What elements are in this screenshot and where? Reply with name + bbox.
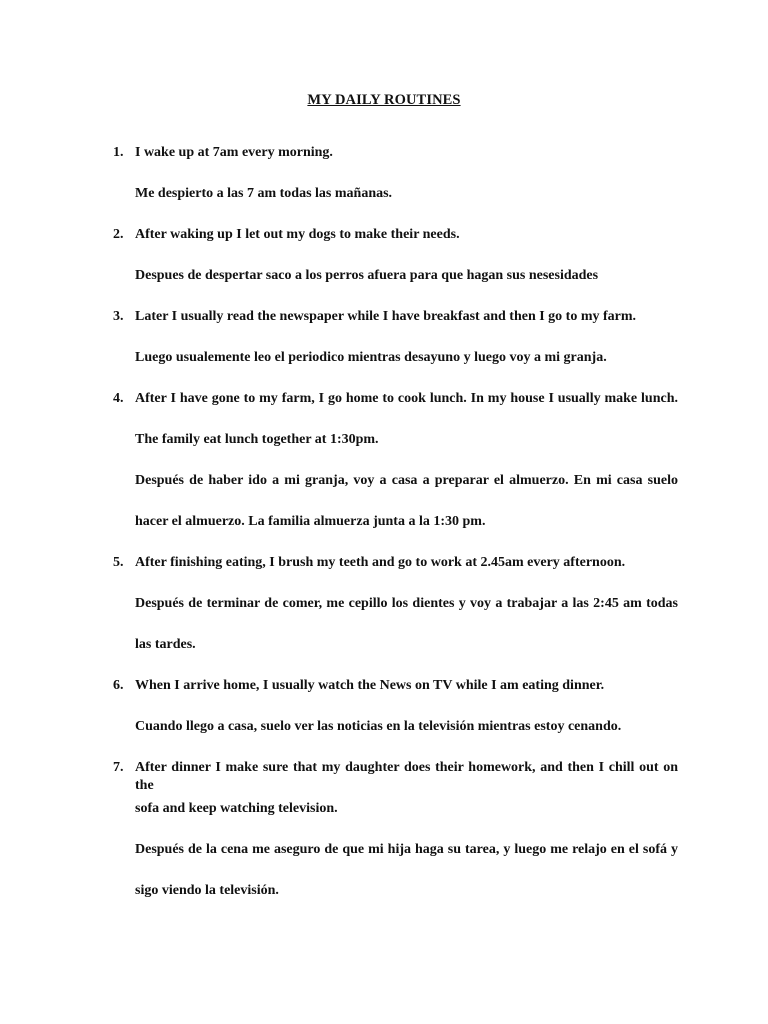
item-line: After waking up I let out my dogs to make their needs. [135, 227, 460, 242]
routine-list [0, 144, 768, 923]
item-number: 1. [113, 145, 124, 160]
item-line: Me despierto a las 7 am todas las mañanas. [135, 186, 393, 201]
item-line: sigo viendo la televisión. [135, 883, 279, 898]
list-item [0, 226, 768, 308]
item-line: Después de haber ido a mi granja, voy a casa a preparar el almuerzo. En mi casa suelo [135, 473, 678, 488]
item-line: After finishing eating, I brush my teeth and go to work at 2.45am every afternoon. [135, 555, 626, 570]
item-number: 6. [113, 678, 124, 693]
item-line: sofa and keep watching television. [135, 801, 338, 816]
item-line: The family eat lunch together at 1:30pm. [135, 432, 379, 447]
item-line: Despues de despertar saco a los perros afuera para que hagan sus nesesidades [135, 268, 599, 283]
item-line: I wake up at 7am every morning. [135, 145, 333, 160]
list-item [0, 144, 768, 226]
item-line: Later I usually read the newspaper while I have breakfast and then I go to my farm. [135, 309, 637, 324]
item-line: Luego usualemente leo el periodico mientras desayuno y luego voy a mi granja. [135, 350, 607, 365]
item-number: 7. [113, 760, 124, 775]
list-item [0, 677, 768, 759]
document-title: MY DAILY ROUTINES [307, 92, 461, 108]
item-line: las tardes. [135, 637, 196, 652]
item-line: Después de terminar de comer, me cepillo los dientes y voy a trabajar a las 2:45 am todas [135, 596, 678, 611]
item-line: After I have gone to my farm, I go home to cook lunch. In my house I usually make lunch. [135, 391, 678, 406]
item-line: When I arrive home, I usually watch the News on TV while I am eating dinner. [135, 678, 605, 693]
item-number: 4. [113, 391, 124, 406]
list-item [0, 759, 768, 923]
item-number: 5. [113, 555, 124, 570]
item-number: 2. [113, 227, 124, 242]
list-item [0, 308, 768, 390]
item-line: Después de la cena me aseguro de que mi hija haga su tarea, y luego me relajo en el sofá y [135, 842, 678, 857]
item-line: Cuando llego a casa, suelo ver las noticias en la televisión mientras estoy cenando. [135, 719, 622, 734]
item-line: hacer el almuerzo. La familia almuerza junta a la 1:30 pm. [135, 514, 486, 529]
list-item [0, 390, 768, 554]
item-line: After dinner I make sure that my daughter does their homework, and then I chill out on the [135, 760, 678, 793]
list-item [0, 554, 768, 677]
item-number: 3. [113, 309, 124, 324]
